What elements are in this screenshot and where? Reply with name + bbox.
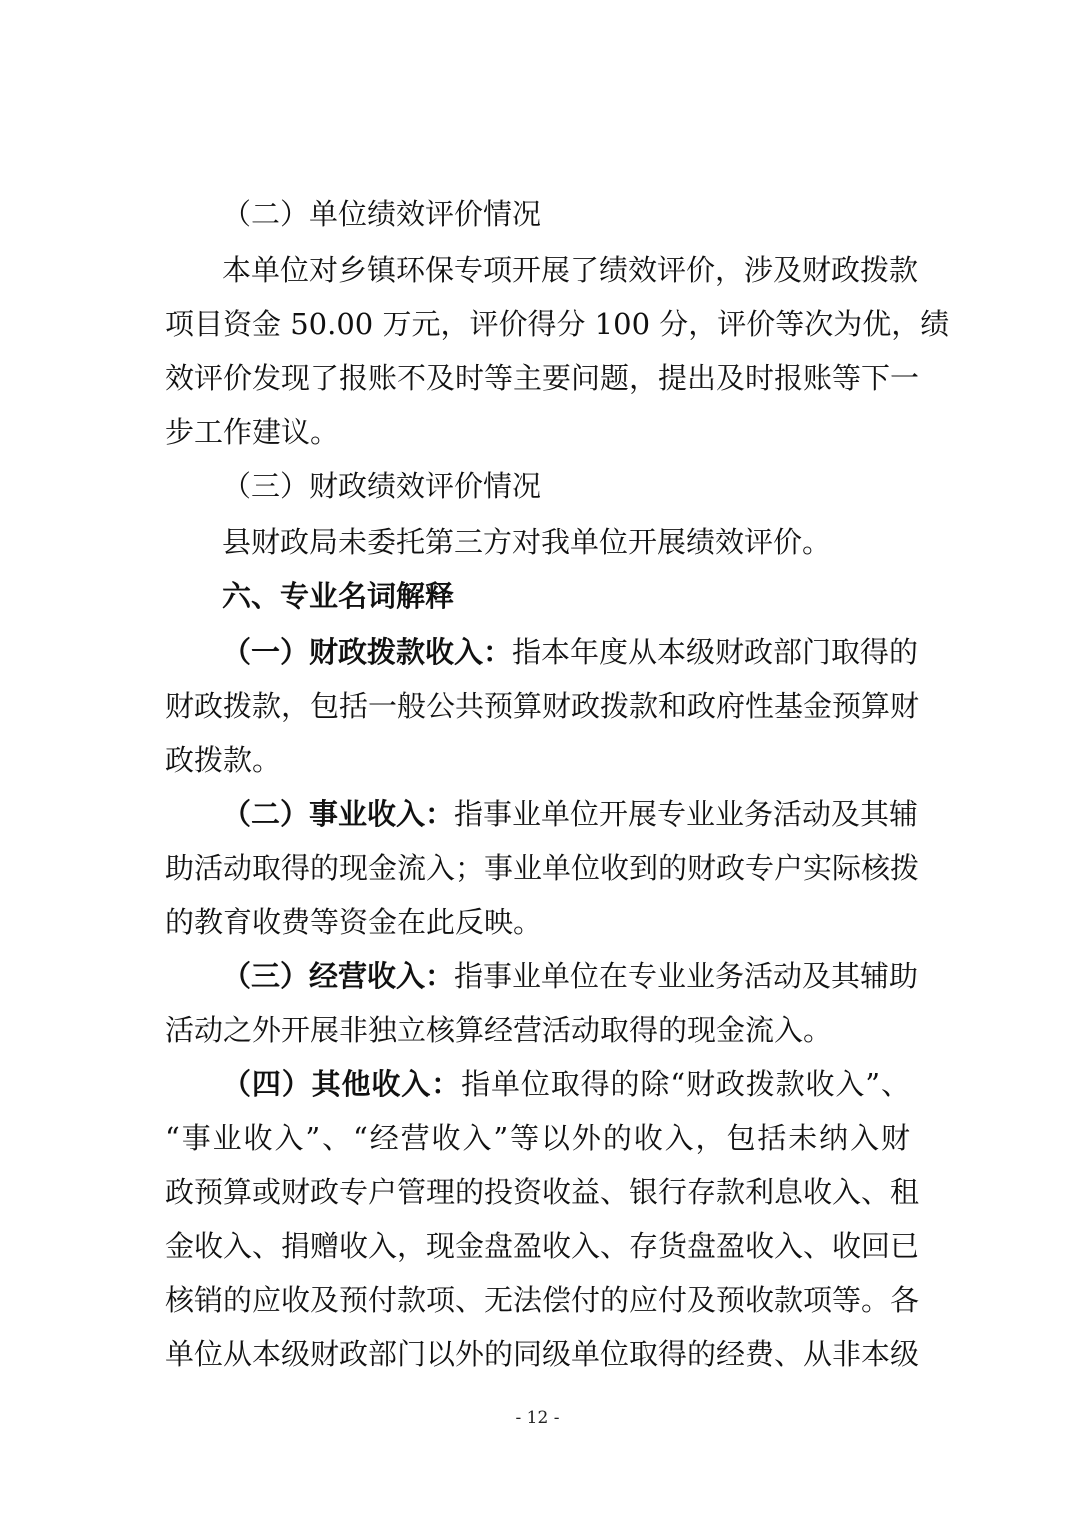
term-1-label: （一）财政拨款收入：	[222, 635, 513, 669]
paragraph-line: 财政拨款，包括一般公共预算财政拨款和政府性基金预算财	[165, 689, 920, 723]
chapter-6-title-text: 六、专业名词解释	[222, 579, 455, 613]
section-3-line-1	[0, 514, 1075, 570]
term-3-label: （三）经营收入：	[222, 959, 455, 993]
term-3-first: 指事业单位在专业业务活动及其辅助	[454, 959, 919, 993]
term-4-line-6	[0, 1326, 1075, 1382]
paragraph-line: 的教育收费等资金在此反映。	[165, 905, 543, 939]
paragraph-line	[222, 948, 919, 1004]
paragraph-line: 政预算或财政专户管理的投资收益、银行存款利息收入、租	[165, 1175, 920, 1209]
term-1-line-2	[0, 678, 1075, 734]
paragraph-line: 助活动取得的现金流入；事业单位收到的财政专户实际核拨	[165, 851, 920, 885]
term-2-label: （二）事业收入：	[222, 797, 455, 831]
paragraph-line	[222, 1056, 910, 1112]
paragraph-line: 步工作建议。	[165, 415, 340, 449]
section-2-title	[0, 186, 1075, 242]
section-3-title-text: （三）财政绩效评价情况	[222, 469, 542, 503]
paragraph-line: 项目资金 50.00 万元，评价得分 100 分，评价等次为优，绩	[165, 307, 950, 341]
paragraph-line: 核销的应收及预付款项、无法偿付的应付及预收款项等。各	[165, 1283, 920, 1317]
paragraph-line	[222, 624, 919, 680]
term-2-line-2	[0, 840, 1075, 896]
chapter-6-title	[0, 568, 1075, 624]
paragraph-line: 活动之外开展非独立核算经营活动取得的现金流入。	[165, 1013, 833, 1047]
term-4-label: （四）其他收入：	[222, 1067, 462, 1101]
paragraph-line: 单位从本级财政部门以外的同级单位取得的经费、从非本级	[165, 1337, 920, 1371]
term-4-line-4	[0, 1218, 1075, 1274]
term-4-line-1	[0, 1056, 1075, 1112]
term-4-first: 指单位取得的除“财政拨款收入”、	[461, 1067, 910, 1101]
term-1-line-3	[0, 732, 1075, 788]
section-2-line-1	[0, 242, 1075, 298]
term-2-first: 指事业单位开展专业业务活动及其辅	[454, 797, 919, 831]
paragraph-line: 本单位对乡镇环保专项开展了绩效评价，涉及财政拨款	[222, 253, 919, 287]
paragraph-line: 政拨款。	[165, 743, 282, 777]
paragraph-line	[222, 786, 919, 842]
term-2-line-3	[0, 894, 1075, 950]
section-2-line-4	[0, 404, 1075, 460]
term-1-line-1	[0, 624, 1075, 680]
section-2-line-3	[0, 350, 1075, 406]
paragraph-line: 金收入、捐赠收入，现金盘盈收入、存货盘盈收入、收回已	[165, 1229, 920, 1263]
section-2-line-2	[0, 296, 1075, 352]
paragraph-line: 效评价发现了报账不及时等主要问题，提出及时报账等下一	[165, 361, 920, 395]
term-3-line-2	[0, 1002, 1075, 1058]
paragraph-line: 县财政局未委托第三方对我单位开展绩效评价。	[222, 525, 832, 559]
term-1-first: 指本年度从本级财政部门取得的	[512, 635, 919, 669]
term-4-line-2	[0, 1110, 1075, 1166]
paragraph-line: “事业收入”、“经营收入”等以外的收入，包括未纳入财	[165, 1121, 910, 1155]
term-2-line-1	[0, 786, 1075, 842]
section-3-title	[0, 458, 1075, 514]
term-4-line-3	[0, 1164, 1075, 1220]
page-number: - 12 -	[515, 1408, 560, 1428]
term-3-line-1	[0, 948, 1075, 1004]
term-4-line-5	[0, 1272, 1075, 1328]
section-2-title-text: （二）单位绩效评价情况	[222, 197, 542, 231]
